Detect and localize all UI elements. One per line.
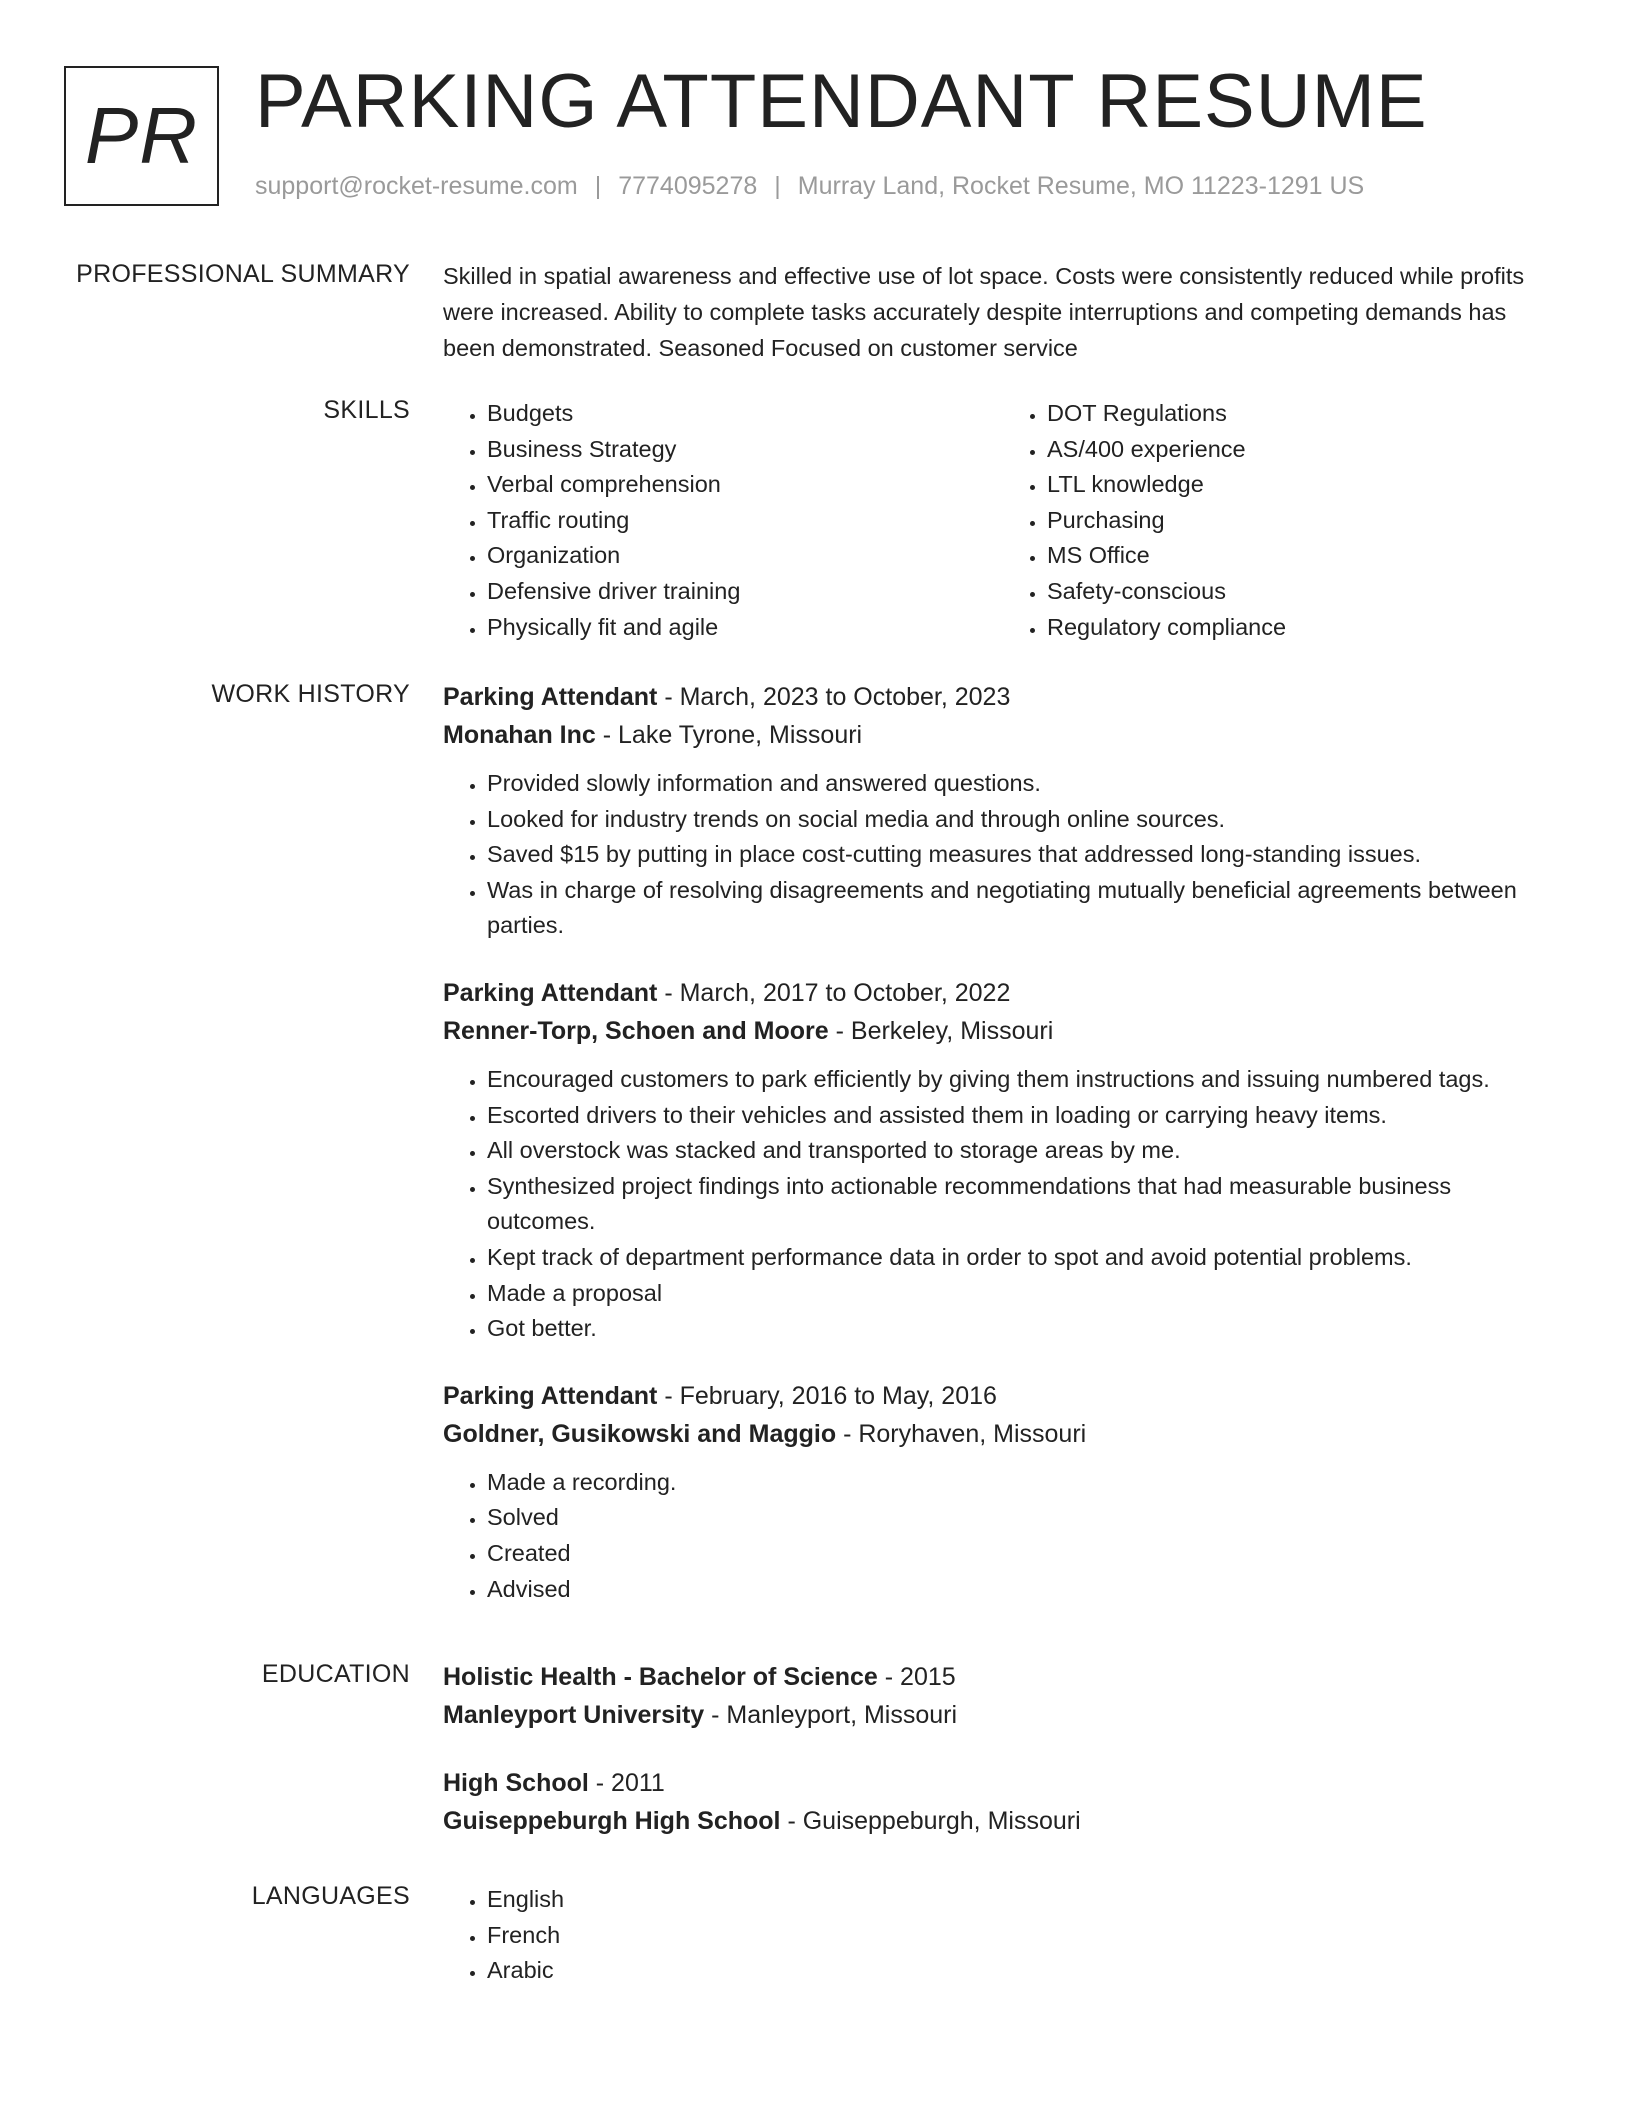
job-company-line bbox=[443, 716, 1563, 754]
list-item: • Arabic bbox=[487, 1953, 1563, 1989]
list-item: • Looked for industry trends on social media and through online sources. bbox=[487, 802, 1563, 838]
education-degree: High School bbox=[443, 1769, 589, 1797]
list-item: • Organization bbox=[487, 538, 1003, 574]
job-bullets bbox=[443, 1062, 1563, 1347]
languages-list bbox=[443, 1882, 1563, 1989]
education-degree-line bbox=[443, 1764, 1563, 1802]
job-bullets bbox=[443, 1465, 1563, 1607]
job-location: - Lake Tyrone, Missouri bbox=[595, 721, 863, 749]
list-item: • Got better. bbox=[487, 1311, 1563, 1347]
education-school-line bbox=[443, 1802, 1563, 1840]
list-item: • Saved $15 by putting in place cost-cutting measures that addressed long-standing issues. bbox=[487, 837, 1563, 873]
list-item: • Provided slowly information and answered questions. bbox=[487, 766, 1563, 802]
list-item: • Verbal comprehension bbox=[487, 467, 1003, 503]
list-item: • Defensive driver training bbox=[487, 574, 1003, 610]
job-title-line bbox=[443, 1377, 1563, 1415]
job-dates: - March, 2017 to October, 2022 bbox=[657, 978, 1011, 1007]
contact-separator: | bbox=[594, 172, 602, 200]
list-item: • Traffic routing bbox=[487, 503, 1003, 539]
education-year: - 2011 bbox=[588, 1769, 665, 1797]
job-company-line bbox=[443, 1012, 1563, 1050]
education-location: - Manleyport, Missouri bbox=[704, 1701, 958, 1729]
job-company: Renner-Torp, Schoen and Moore bbox=[443, 1016, 829, 1045]
job-entry bbox=[443, 1377, 1563, 1607]
job-title-line bbox=[443, 974, 1563, 1012]
contact-line bbox=[255, 172, 1364, 201]
list-item: • French bbox=[487, 1918, 1563, 1954]
list-item: • Advised bbox=[487, 1572, 1563, 1608]
languages-body bbox=[443, 1882, 1563, 1989]
list-item: • Made a recording. bbox=[487, 1465, 1563, 1501]
job-dates: - February, 2016 to May, 2016 bbox=[657, 1381, 997, 1410]
list-item: • English bbox=[487, 1882, 1563, 1918]
list-item: • Purchasing bbox=[1047, 503, 1563, 539]
education-entry bbox=[443, 1658, 1563, 1734]
skills-columns bbox=[443, 396, 1563, 645]
education-degree-line bbox=[443, 1658, 1563, 1696]
education-school-line bbox=[443, 1696, 1563, 1734]
contact-separator: | bbox=[774, 172, 781, 200]
list-item: • DOT Regulations bbox=[1047, 396, 1563, 432]
contact-email[interactable]: support@rocket-resume.com bbox=[255, 172, 578, 200]
section-label-education: EDUCATION bbox=[261, 1660, 410, 1688]
list-item: • Made a proposal bbox=[487, 1276, 1563, 1312]
education-school: Guiseppeburgh High School bbox=[443, 1807, 781, 1835]
list-item: • Encouraged customers to park efficiently by giving them instructions and issuing numbered tags. bbox=[487, 1062, 1563, 1098]
education-degree: Holistic Health - Bachelor of Science bbox=[443, 1663, 878, 1691]
job-location: - Berkeley, Missouri bbox=[828, 1016, 1054, 1045]
list-item: • Business Strategy bbox=[487, 432, 1003, 468]
list-item: • AS/400 experience bbox=[1047, 432, 1563, 468]
job-location: - Roryhaven, Missouri bbox=[836, 1419, 1087, 1448]
job-bullets bbox=[443, 766, 1563, 944]
list-item: • Solved bbox=[487, 1500, 1563, 1536]
job-company: Goldner, Gusikowski and Maggio bbox=[443, 1419, 837, 1448]
section-label-skills: SKILLS bbox=[323, 396, 410, 424]
job-company: Monahan Inc bbox=[443, 721, 596, 749]
monogram-badge: PR bbox=[64, 66, 219, 206]
education-year: - 2015 bbox=[877, 1663, 956, 1691]
section-label-work: WORK HISTORY bbox=[211, 680, 410, 708]
list-item: • Created bbox=[487, 1536, 1563, 1572]
job-entry bbox=[443, 974, 1563, 1347]
job-dates: - March, 2023 to October, 2023 bbox=[657, 683, 1011, 711]
job-company-line bbox=[443, 1415, 1563, 1453]
summary-text: Skilled in spatial awareness and effective use of lot space. Costs were consistently reduced while profits were increased. Ability to complete tasks accurately despite interruptions and competing demands has been demonstrated. Seasoned Focused on customer service bbox=[443, 263, 1525, 361]
list-item: • LTL knowledge bbox=[1047, 467, 1563, 503]
education-entry bbox=[443, 1764, 1563, 1840]
skills-list-right bbox=[1003, 396, 1563, 645]
education-body bbox=[443, 1658, 1563, 1870]
list-item: • All overstock was stacked and transported to storage areas by me. bbox=[487, 1133, 1563, 1169]
job-title: Parking Attendant bbox=[443, 1381, 658, 1410]
list-item: • Regulatory compliance bbox=[1047, 610, 1563, 646]
section-label-languages: LANGUAGES bbox=[251, 1882, 410, 1910]
job-title: Parking Attendant bbox=[443, 683, 658, 711]
page-title: PARKING ATTENDANT RESUME bbox=[255, 59, 1428, 144]
list-item: • Escorted drivers to their vehicles and assisted them in loading or carrying heavy items. bbox=[487, 1098, 1563, 1134]
list-item: • Was in charge of resolving disagreements and negotiating mutually beneficial agreements between parties. bbox=[487, 873, 1563, 944]
contact-phone[interactable]: 7774095278 bbox=[618, 172, 758, 200]
skills-list-left bbox=[443, 396, 1003, 645]
list-item: • Kept track of department performance data in order to spot and avoid potential problems. bbox=[487, 1240, 1563, 1276]
list-item: • Budgets bbox=[487, 396, 1003, 432]
list-item: • Physically fit and agile bbox=[487, 610, 1003, 646]
contact-address: Murray Land, Rocket Resume, MO 11223-1291 US bbox=[797, 172, 1365, 200]
list-item: • Synthesized project findings into actionable recommendations that had measurable business outcomes. bbox=[487, 1169, 1563, 1240]
job-title: Parking Attendant bbox=[443, 978, 658, 1007]
section-label-summary: PROFESSIONAL SUMMARY bbox=[76, 260, 410, 288]
job-entry bbox=[443, 678, 1563, 944]
list-item: • MS Office bbox=[1047, 538, 1563, 574]
work-history-body bbox=[443, 678, 1563, 1637]
job-title-line bbox=[443, 678, 1563, 716]
education-school: Manleyport University bbox=[443, 1701, 705, 1729]
education-location: - Guiseppeburgh, Missouri bbox=[780, 1807, 1081, 1835]
list-item: • Safety-conscious bbox=[1047, 574, 1563, 610]
